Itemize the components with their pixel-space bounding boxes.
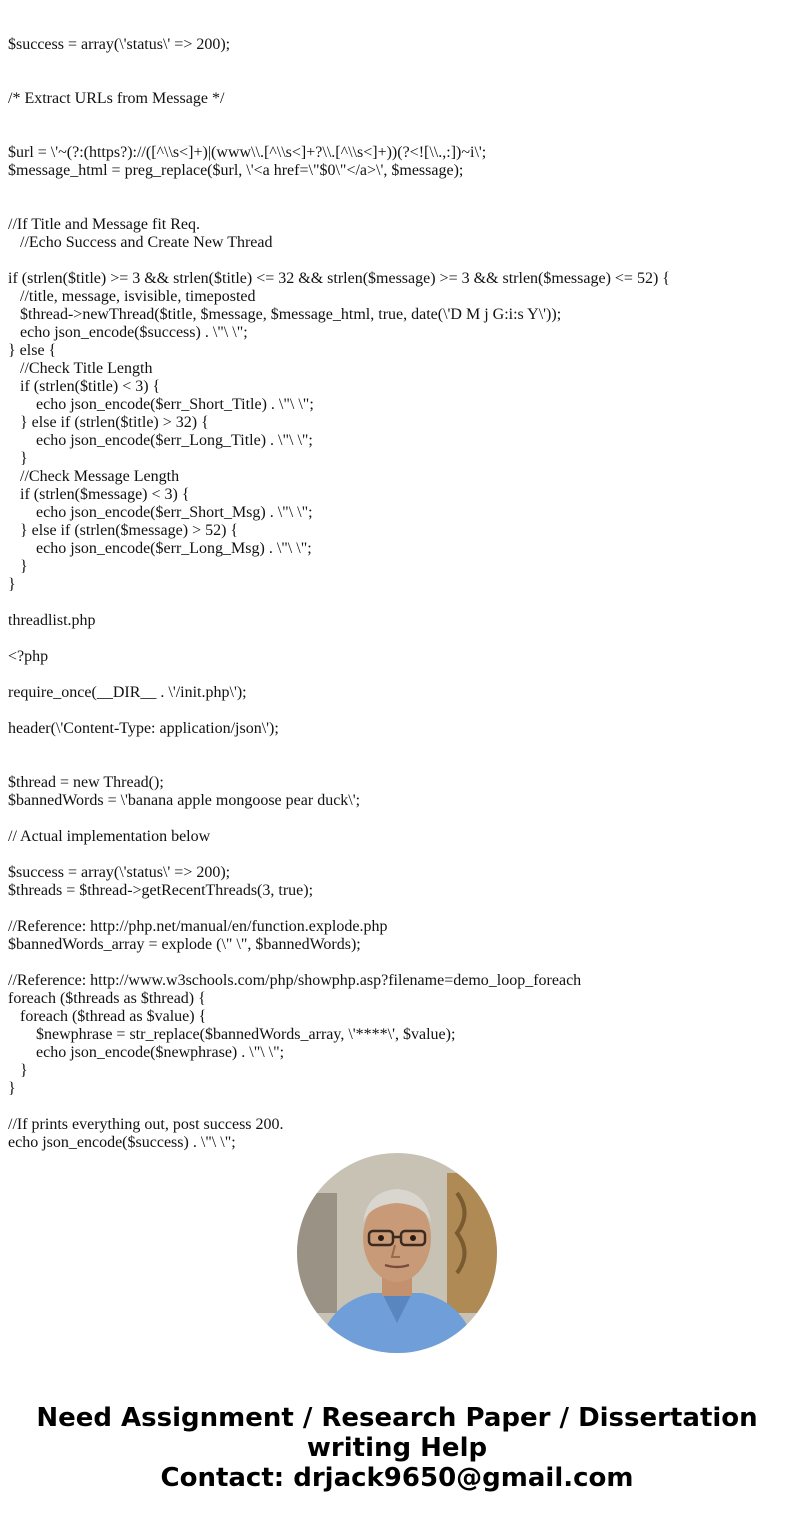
code-line: /* Extract URLs from Message */ [8, 90, 225, 107]
code-line: $thread->newThread($title, $message, $message_html, true, date(\'D M j G:i:s Y\')); [8, 306, 562, 323]
code-line: if (strlen($title) < 3) { [8, 378, 161, 395]
code-line [8, 954, 788, 972]
code-line [8, 810, 788, 828]
code-line: } [8, 450, 28, 467]
promo-contact: Contact: drjack9650@gmail.com [160, 1463, 634, 1493]
portrait-image [297, 1153, 497, 1353]
code-line [8, 594, 788, 612]
code-line: $bannedWords_array = explode (\" \", $bannedWords); [8, 936, 361, 953]
code-line [8, 252, 788, 270]
code-line [8, 108, 788, 126]
code-line [8, 198, 788, 216]
code-line: $newphrase = str_replace($bannedWords_array, \'****\', $value); [8, 1026, 456, 1043]
code-line [8, 738, 788, 756]
code-line: $bannedWords = \'banana apple mongoose pear duck\'; [8, 792, 361, 809]
code-line: //Reference: http://php.net/manual/en/function.explode.php [8, 918, 388, 935]
code-line [8, 54, 788, 72]
code-line [8, 666, 788, 684]
code-line [8, 756, 788, 774]
filename-heading: threadlist.php [8, 612, 96, 629]
code-line: if (strlen($title) >= 3 && strlen($title) <= 32 && strlen($message) >= 3 && strlen($message) <= 52) { [8, 270, 670, 287]
promo-banner [0, 1403, 794, 1493]
code-line: //Echo Success and Create New Thread [8, 234, 273, 251]
code-line: echo json_encode($err_Long_Title) . \"\ \"; [8, 432, 313, 449]
code-line: //If prints everything out, post success 200. [8, 1116, 284, 1133]
code-line: //title, message, isvisible, timeposted [8, 288, 256, 305]
code-listing [8, 0, 788, 1152]
code-line: $success = array(\'status\' => 200); [8, 864, 231, 881]
code-line [8, 846, 788, 864]
code-line: echo json_encode($err_Short_Title) . \"\ \"; [8, 396, 314, 413]
code-line: foreach ($thread as $value) { [8, 1008, 207, 1025]
promo-line-2: writing Help [306, 1433, 488, 1463]
code-line: echo json_encode($newphrase) . \"\ \"; [8, 1044, 285, 1061]
avatar [297, 1153, 497, 1353]
code-line: $success = array(\'status\' => 200); [8, 36, 231, 53]
code-line: if (strlen($message) < 3) { [8, 486, 190, 503]
code-line: } [8, 558, 28, 575]
code-line: echo json_encode($err_Long_Msg) . \"\ \"; [8, 540, 312, 557]
code-line [8, 702, 788, 720]
code-line: echo json_encode($err_Short_Msg) . \"\ \"; [8, 504, 313, 521]
code-line: // Actual implementation below [8, 828, 211, 845]
code-line: echo json_encode($success) . \"\ \"; [8, 324, 248, 341]
code-line: <?php [8, 648, 49, 665]
code-line: } else if (strlen($message) > 52) { [8, 522, 239, 539]
code-line [8, 126, 788, 144]
code-line: $thread = new Thread(); [8, 774, 164, 791]
code-line: $url = \'~(?:(https?)://([^\\s<]+)|(www\\.[^\\s<]+?\\.[^\\s<]+))(?<![\\.,:])~i\'; [8, 144, 487, 161]
code-line [8, 630, 788, 648]
code-line: //Check Title Length [8, 360, 153, 377]
code-line: //Reference: http://www.w3schools.com/php/showphp.asp?filename=demo_loop_foreach [8, 972, 582, 989]
code-line: foreach ($threads as $thread) { [8, 990, 206, 1007]
code-line [8, 180, 788, 198]
code-line [8, 1098, 788, 1116]
code-line: } [8, 576, 16, 593]
code-line: $threads = $thread->getRecentThreads(3, true); [8, 882, 314, 899]
code-line [8, 900, 788, 918]
code-line: } [8, 1062, 28, 1079]
code-line: //Check Message Length [8, 468, 180, 485]
code-line: //If Title and Message fit Req. [8, 216, 200, 233]
code-line: $message_html = preg_replace($url, \'<a href=\"$0\"</a>\', $message); [8, 162, 464, 179]
code-line: header(\'Content-Type: application/json\'); [8, 720, 279, 737]
code-line [8, 72, 788, 90]
code-line: } else if (strlen($title) > 32) { [8, 414, 209, 431]
code-line: require_once(__DIR__ . \'/init.php\'); [8, 684, 247, 701]
code-line: } [8, 1080, 16, 1097]
code-line: } else { [8, 342, 57, 359]
code-line: echo json_encode($success) . \"\ \"; [8, 1134, 236, 1151]
promo-line-1: Need Assignment / Research Paper / Dissertation [36, 1403, 758, 1433]
